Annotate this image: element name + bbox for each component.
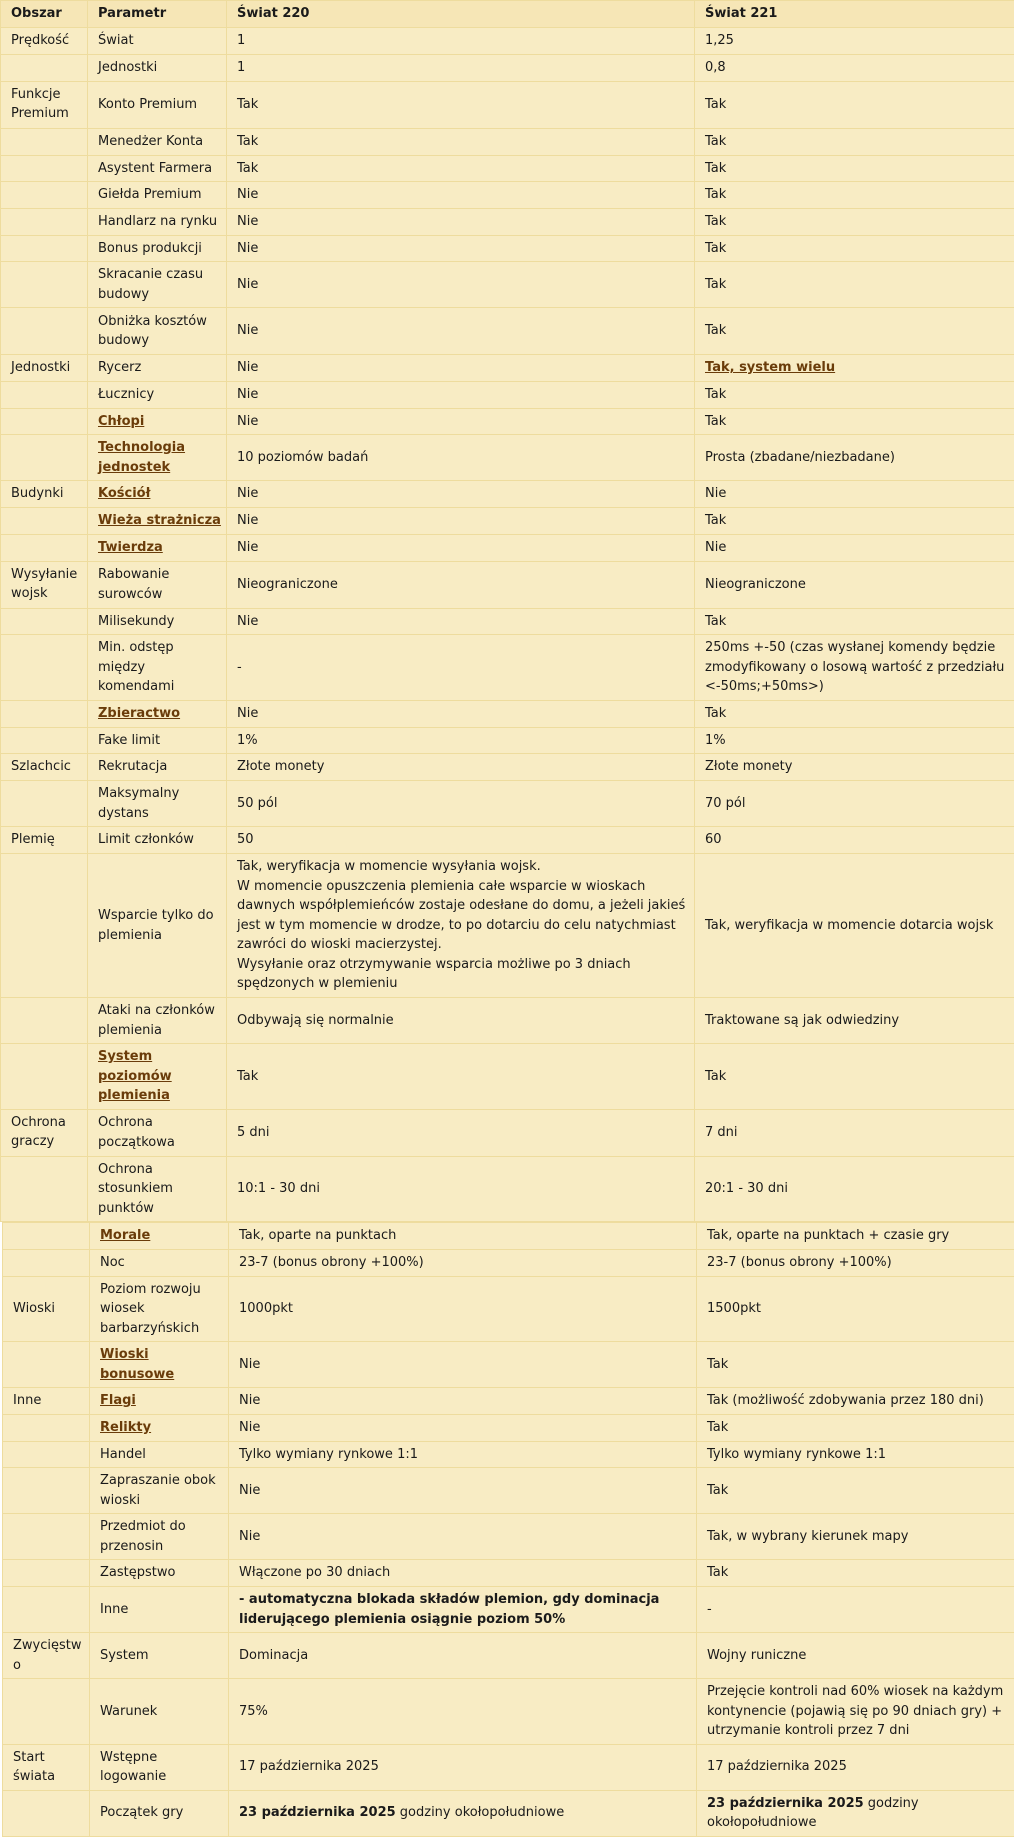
world-221-cell: Tak [695,381,1014,408]
table-row [1,355,1014,382]
world-221-cell: 1,25 [695,28,1014,55]
world-221-cell: Prosta (zbadane/niezbadane) [695,435,1014,481]
start-date-bold: 23 października 2025 [239,1805,396,1820]
table-row [3,1441,1014,1468]
world-221-cell: Tak [697,1560,1014,1587]
world-221-cell: Przejęcie kontroli nad 60% wiosek na każdym kontynencie (pojawią się po 90 dniach gry) + utrzymanie kontroli przez 7 dni [697,1679,1014,1745]
link-kosciol[interactable]: Kościół [98,486,150,501]
world-220-cell: Tak [227,128,695,155]
table-row [1,81,1014,128]
support-line-3: Wysyłanie oraz otrzymywanie wsparcia możliwe po 3 dniach spędzonych w plemieniu [237,955,691,994]
world-220-cell: Nieograniczone [227,561,695,608]
area-cell [1,408,88,435]
area-cell: Jednostki [1,355,88,382]
area-cell [3,1790,90,1836]
param-cell [88,408,227,435]
world-221-cell: Tak [695,700,1014,727]
world-221-cell: - [697,1587,1014,1633]
area-cell [1,608,88,635]
table-row [1,781,1014,827]
world-220-cell: 1 [227,28,695,55]
world-221-cell: Tak [695,508,1014,535]
area-cell [3,1250,90,1277]
param-cell: Milisekundy [88,608,227,635]
table-row [1,827,1014,854]
area-cell [1,700,88,727]
table-row [3,1679,1014,1745]
world-221-cell: 250ms +-50 (czas wysłanej komendy będzie zmodyfikowany o losową wartość z przedziału <-50ms;+50ms>) [695,635,1014,701]
link-zbieractwo[interactable]: Zbieractwo [98,706,180,721]
link-paladin-system[interactable]: Tak, system wielu [705,360,835,375]
area-cell [3,1560,90,1587]
table-row [1,700,1014,727]
comparison-table-bottom [2,1222,1014,1837]
param-cell: Rycerz [88,355,227,382]
table-row [1,155,1014,182]
param-cell [88,535,227,562]
area-cell [1,535,88,562]
area-cell [3,1441,90,1468]
area-cell [3,1679,90,1745]
table-row [1,727,1014,754]
param-cell [88,700,227,727]
table-row [1,854,1014,998]
world-220-cell: Nie [227,408,695,435]
area-cell: Funkcje Premium [1,81,88,128]
param-cell: Rabowanie surowców [88,561,227,608]
area-cell [1,854,88,998]
table-row [1,235,1014,262]
table-row [3,1414,1014,1441]
table-row [3,1342,1014,1388]
param-cell: System [90,1633,229,1679]
area-cell [1,1156,88,1222]
area-cell [1,55,88,82]
start-time-text: godziny okołopołudniowe [396,1805,565,1820]
table-row [1,308,1014,355]
area-cell [1,998,88,1044]
table-row [3,1250,1014,1277]
world-220-cell: 5 dni [227,1109,695,1156]
world-221-cell: 1% [695,727,1014,754]
world-220-cell: Włączone po 30 dniach [229,1560,697,1587]
param-cell: Giełda Premium [88,182,227,209]
param-cell: Asystent Farmera [88,155,227,182]
world-220-cell: Tak [227,1044,695,1110]
param-cell: Ataki na członków plemienia [88,998,227,1044]
world-221-cell: Traktowane są jak odwiedziny [695,998,1014,1044]
area-cell [1,508,88,535]
world-221-cell: Tak [697,1342,1014,1388]
area-cell: Wysyłanie wojsk [1,561,88,608]
table-row [1,262,1014,308]
table-row [1,1156,1014,1222]
area-cell: Zwycięstwo [3,1633,90,1679]
world-221-cell: 7 dni [695,1109,1014,1156]
area-cell [3,1342,90,1388]
world-220-cell: Nie [227,508,695,535]
world-220-cell: Nie [227,235,695,262]
param-cell: Maksymalny dystans [88,781,227,827]
param-cell: Początek gry [90,1790,229,1836]
world-220-cell: 10:1 - 30 dni [227,1156,695,1222]
world-221-cell: Tak [695,608,1014,635]
world-220-cell: Nie [227,355,695,382]
table-row [3,1223,1014,1250]
area-cell [1,308,88,355]
table-row [1,1044,1014,1110]
link-chlopi[interactable]: Chłopi [98,414,144,429]
world-221-cell [697,1790,1014,1836]
area-cell: Inne [3,1388,90,1415]
world-221-cell: 20:1 - 30 dni [695,1156,1014,1222]
area-cell [3,1468,90,1514]
param-cell: Przedmiot do przenosin [90,1514,229,1560]
area-cell: Plemię [1,827,88,854]
param-cell: Limit członków [88,827,227,854]
param-cell: Wstępne logowanie [90,1744,229,1790]
param-cell [90,1388,229,1415]
area-cell: Wioski [3,1276,90,1342]
area-cell [1,182,88,209]
world-220-cell: Nie [227,308,695,355]
area-cell [1,128,88,155]
world-220-cell: 10 poziomów badań [227,435,695,481]
param-cell: Noc [90,1250,229,1277]
area-cell: Budynki [1,481,88,508]
world-220-cell: Nie [229,1342,697,1388]
param-cell: Warunek [90,1679,229,1745]
param-cell: Świat [88,28,227,55]
param-cell: Zapraszanie obok wioski [90,1468,229,1514]
table-row [3,1468,1014,1514]
area-cell [1,727,88,754]
header-row [1,1,1014,28]
table-row [1,481,1014,508]
world-221-cell: 70 pól [695,781,1014,827]
table-row [3,1514,1014,1560]
world-220-cell: Tak [227,155,695,182]
table-row [3,1587,1014,1633]
table-row [1,55,1014,82]
world-221-cell: Nieograniczone [695,561,1014,608]
area-cell: Prędkość [1,28,88,55]
world-221-cell: Tak [695,308,1014,355]
world-220-cell: Nie [229,1414,697,1441]
param-cell: Obniżka kosztów budowy [88,308,227,355]
area-cell [1,235,88,262]
world-220-cell: 23-7 (bonus obrony +100%) [229,1250,697,1277]
table-row [3,1388,1014,1415]
world-221-cell: Tak [695,1044,1014,1110]
param-cell [88,508,227,535]
world-220-cell [227,854,695,998]
world-221-cell: Wojny runiczne [697,1633,1014,1679]
area-cell [3,1414,90,1441]
param-cell: Rekrutacja [88,754,227,781]
world-221-cell: Tak [697,1414,1014,1441]
world-221-cell: Nie [695,481,1014,508]
param-cell: Fake limit [88,727,227,754]
table-row [3,1744,1014,1790]
world-220-cell: Nie [227,481,695,508]
world-220-cell: Nie [227,608,695,635]
world-220-cell: 50 pól [227,781,695,827]
param-cell [88,435,227,481]
link-wioski-bonusowe[interactable]: Wioski bonusowe [100,1347,174,1382]
world-220-cell: - [227,635,695,701]
world-221-cell: 60 [695,827,1014,854]
world-221-cell: Tak [695,182,1014,209]
area-cell [3,1223,90,1250]
world-221-cell: Tak [695,408,1014,435]
world-221-cell: Tak [695,155,1014,182]
world-221-cell: Tak [695,235,1014,262]
table-row [3,1560,1014,1587]
world-220-cell: Nie [227,208,695,235]
area-cell [1,381,88,408]
table-row [1,208,1014,235]
world-220-cell: 1000pkt [229,1276,697,1342]
world-221-cell: Tak (możliwość zdobywania przez 180 dni) [697,1388,1014,1415]
world-220-cell: 17 października 2025 [229,1744,697,1790]
param-cell: Poziom rozwoju wiosek barbarzyńskich [90,1276,229,1342]
link-system-poziomow-plemienia[interactable]: System poziomów plemienia [98,1049,172,1103]
param-cell: Handlarz na rynku [88,208,227,235]
link-relikty[interactable]: Relikty [100,1420,151,1435]
world-220-cell: Odbywają się normalnie [227,998,695,1044]
world-220-cell: 1 [227,55,695,82]
world-221-cell: Tak, w wybrany kierunek mapy [697,1514,1014,1560]
world-221-cell: 0,8 [695,55,1014,82]
param-cell: Łucznicy [88,381,227,408]
table-row [1,608,1014,635]
world-221-cell: 17 października 2025 [697,1744,1014,1790]
param-cell: Inne [90,1587,229,1633]
param-cell: Min. odstęp między komendami [88,635,227,701]
world-220-cell: Nie [227,182,695,209]
header-param: Parametr [88,1,227,28]
area-cell: Start świata [3,1744,90,1790]
world-221-cell: Tak, weryfikacja w momencie dotarcia wojsk [695,854,1014,998]
table-row [1,508,1014,535]
area-cell [1,208,88,235]
param-cell: Ochrona początkowa [88,1109,227,1156]
table-row [3,1633,1014,1679]
param-cell [90,1342,229,1388]
world-220-cell [229,1790,697,1836]
world-220-cell: Nie [229,1514,697,1560]
table-row [1,998,1014,1044]
param-cell [90,1414,229,1441]
param-cell [88,1044,227,1110]
table-row [1,128,1014,155]
area-cell [3,1514,90,1560]
world-221-cell: Tak [697,1468,1014,1514]
area-cell [1,155,88,182]
world-221-cell: 1500pkt [697,1276,1014,1342]
world-220-cell: Tak [227,81,695,128]
table-row [1,435,1014,481]
start-time-text: godziny okołopołudniowe [707,1796,919,1831]
table-row [1,182,1014,209]
world-221-cell: Tak [695,128,1014,155]
world-221-cell: 23-7 (bonus obrony +100%) [697,1250,1014,1277]
link-wieza-straznicza[interactable]: Wieża strażnicza [98,513,221,528]
start-date-bold: 23 października 2025 [707,1796,864,1811]
table-row [1,28,1014,55]
param-cell: Ochrona stosunkiem punktów [88,1156,227,1222]
world-220-cell: - automatyczna blokada składów plemion, gdy dominacja liderującego plemienia osiągnie poziom 50% [229,1587,697,1633]
param-cell: Menedżer Konta [88,128,227,155]
area-cell [1,635,88,701]
world-220-cell: Tylko wymiany rynkowe 1:1 [229,1441,697,1468]
table-row [3,1276,1014,1342]
area-cell [1,1044,88,1110]
world-220-cell: Dominacja [229,1633,697,1679]
param-cell: Zastępstwo [90,1560,229,1587]
world-221-cell: Tak [695,262,1014,308]
world-221-cell: Tylko wymiany rynkowe 1:1 [697,1441,1014,1468]
header-world-221: Świat 221 [695,1,1014,28]
param-cell [90,1223,229,1250]
world-221-cell: Tak [695,81,1014,128]
world-221-cell: Nie [695,535,1014,562]
table-row [1,635,1014,701]
link-twierdza[interactable]: Twierdza [98,540,163,555]
area-cell: Ochrona graczy [1,1109,88,1156]
param-cell: Handel [90,1441,229,1468]
table-row [3,1790,1014,1836]
table-row [1,381,1014,408]
param-cell: Konto Premium [88,81,227,128]
table-row [1,1109,1014,1156]
world-220-cell: Złote monety [227,754,695,781]
world-220-cell: 50 [227,827,695,854]
world-220-cell: Nie [229,1468,697,1514]
area-cell [1,435,88,481]
area-cell [1,781,88,827]
world-221-cell [695,355,1014,382]
world-220-cell: 75% [229,1679,697,1745]
link-morale[interactable]: Morale [100,1228,150,1243]
table-row [1,408,1014,435]
world-221-cell: Tak [695,208,1014,235]
table-row [1,535,1014,562]
world-220-cell: Tak, oparte na punktach [229,1223,697,1250]
link-technologia-jednostek[interactable]: Technologia jednostek [98,440,185,475]
header-area: Obszar [1,1,88,28]
world-220-cell: Nie [227,700,695,727]
param-cell: Wsparcie tylko do plemienia [88,854,227,998]
table-row [1,754,1014,781]
world-220-cell: Nie [227,381,695,408]
param-cell: Skracanie czasu budowy [88,262,227,308]
world-220-cell: Nie [227,262,695,308]
world-221-cell: Tak, oparte na punktach + czasie gry [697,1223,1014,1250]
support-line-1: Tak, weryfikacja w momencie wysyłania wojsk. [237,857,691,877]
world-220-cell: 1% [227,727,695,754]
table-row [1,561,1014,608]
world-220-cell: Nie [229,1388,697,1415]
area-cell [1,262,88,308]
world-220-cell: Nie [227,535,695,562]
header-world-220: Świat 220 [227,1,695,28]
area-cell [3,1587,90,1633]
param-cell: Bonus produkcji [88,235,227,262]
param-cell: Jednostki [88,55,227,82]
param-cell [88,481,227,508]
support-line-2: W momencie opuszczenia plemienia całe wsparcie w wioskach dawnych współplemieńców zostaje odesłane do domu, a jeżeli jakieś jest w tym momencie w drodze, to po dotarciu do celu natychmiast zawróci do wioski macierzystej. [237,877,691,955]
world-221-cell: Złote monety [695,754,1014,781]
link-flagi[interactable]: Flagi [100,1393,136,1408]
area-cell: Szlachcic [1,754,88,781]
